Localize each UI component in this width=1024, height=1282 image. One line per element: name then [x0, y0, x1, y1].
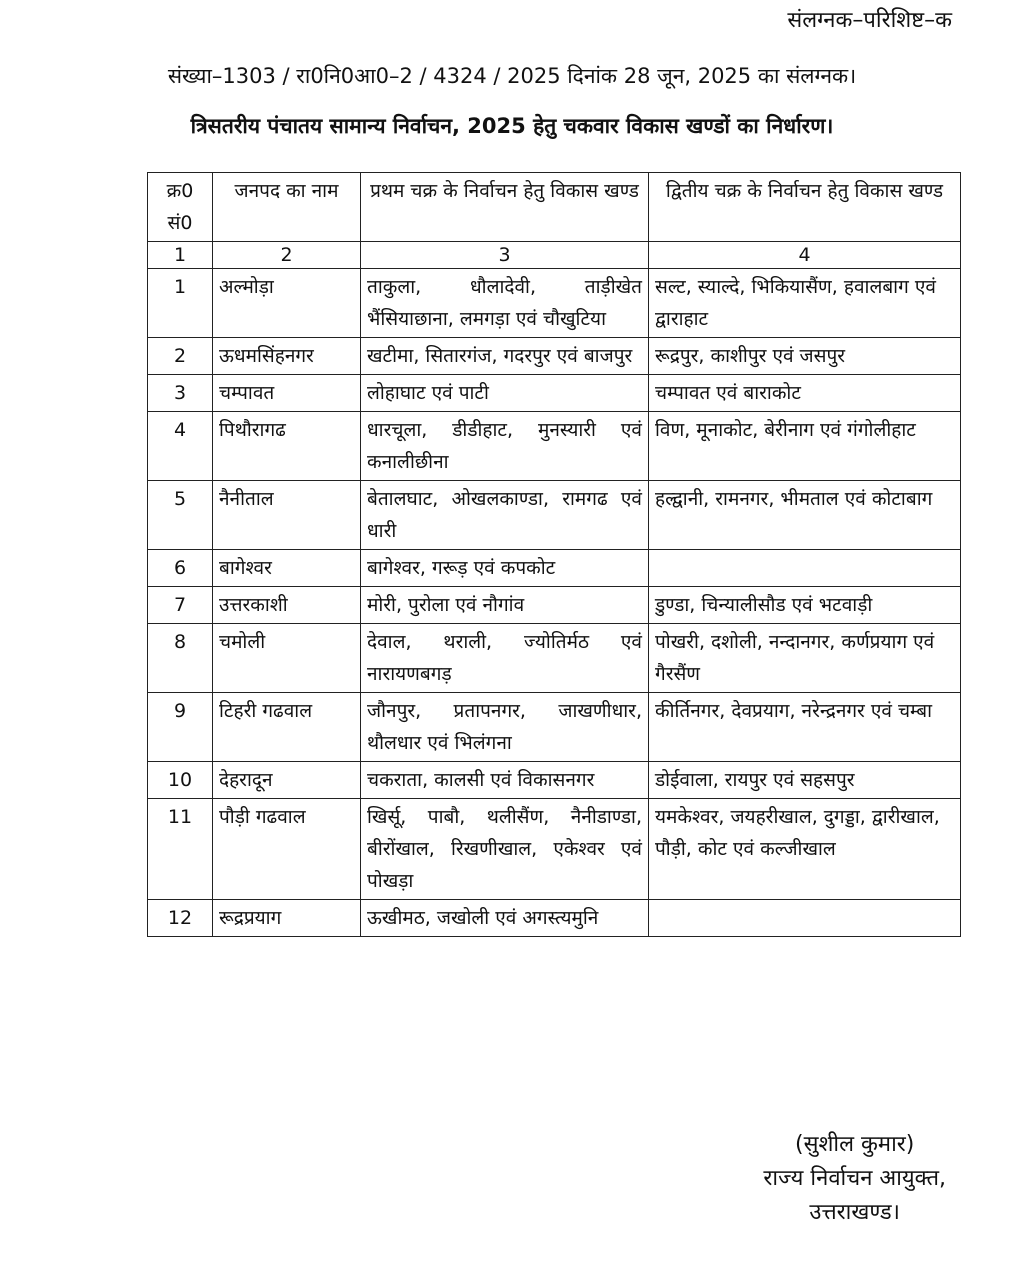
serial-cell: 8 — [148, 624, 213, 693]
table-row — [148, 481, 961, 550]
table-row — [148, 762, 961, 799]
serial-cell: 7 — [148, 587, 213, 624]
column-number: 3 — [361, 242, 649, 269]
district-cell: टिहरी गढवाल — [213, 693, 361, 762]
table-row — [148, 624, 961, 693]
district-cell: अल्मोड़ा — [213, 269, 361, 338]
phase2-cell: विण, मूनाकोट, बेरीनाग एवं गंगोलीहाट — [649, 412, 961, 481]
phase1-cell: बेतालघाट, ओखलकाण्डा, रामगढ एवं धारी — [361, 481, 649, 550]
phase2-cell: सल्ट, स्याल्दे, भिकियासैंण, हवालबाग एवं द्वाराहाट — [649, 269, 961, 338]
district-cell: चमोली — [213, 624, 361, 693]
document-title: त्रिसतरीय पंचातय सामान्य निर्वाचन, 2025 हेतु चकवार विकास खण्डों का निर्धारण। — [190, 114, 834, 138]
phase1-cell: ऊखीमठ, जखोली एवं अगस्त्यमुनि — [361, 900, 649, 937]
district-cell: नैनीताल — [213, 481, 361, 550]
phase1-cell: खटीमा, सितारगंज, गदरपुर एवं बाजपुर — [361, 338, 649, 375]
district-cell: चम्पावत — [213, 375, 361, 412]
development-block-table — [147, 172, 961, 937]
header-serial: क्र0 सं0 — [148, 173, 213, 242]
column-number: 4 — [649, 242, 961, 269]
phase2-cell: डोईवाला, रायपुर एवं सहसपुर — [649, 762, 961, 799]
serial-cell: 12 — [148, 900, 213, 937]
serial-cell: 6 — [148, 550, 213, 587]
phase1-cell: जौनपुर, प्रतापनगर, जाखणीधार, थौलधार एवं भिलंगना — [361, 693, 649, 762]
table-row — [148, 693, 961, 762]
header-district: जनपद का नाम — [213, 173, 361, 242]
table-row — [148, 412, 961, 481]
phase1-cell: चकराता, कालसी एवं विकासनगर — [361, 762, 649, 799]
serial-cell: 11 — [148, 799, 213, 900]
header-phase2: द्वितीय चक्र के निर्वाचन हेतु विकास खण्ड — [649, 173, 961, 242]
serial-cell: 4 — [148, 412, 213, 481]
table-row — [148, 550, 961, 587]
table-row — [148, 338, 961, 375]
table-row — [148, 269, 961, 338]
district-cell: बागेश्वर — [213, 550, 361, 587]
phase1-cell: देवाल, थराली, ज्योतिर्मठ एवं नारायणबगड़ — [361, 624, 649, 693]
phase1-cell: धारचूला, डीडीहाट, मुनस्यारी एवं कनालीछीना — [361, 412, 649, 481]
phase2-cell — [649, 550, 961, 587]
district-cell: पौड़ी गढवाल — [213, 799, 361, 900]
reference-line: संख्या–1303 / रा0नि0आ0–2 / 4324 / 2025 दिनांक 28 जून, 2025 का संलग्नक। — [167, 64, 857, 88]
phase2-cell: हल्द्वानी, रामनगर, भीमताल एवं कोटाबाग — [649, 481, 961, 550]
signature-block — [763, 1128, 946, 1230]
phase1-cell: बागेश्वर, गरूड़ एवं कपकोट — [361, 550, 649, 587]
table-header-row — [148, 173, 961, 242]
district-cell: पिथौरागढ — [213, 412, 361, 481]
phase1-cell: खिर्सू, पाबौ, थलीसैंण, नैनीडाण्डा, बीरोंखाल, रिखणीखाल, एकेश्वर एवं पोखड़ा — [361, 799, 649, 900]
signatory-designation: राज्य निर्वाचन आयुक्त, — [763, 1166, 946, 1191]
phase2-cell: डुण्डा, चिन्यालीसौड एवं भटवाड़ी — [649, 587, 961, 624]
district-cell: रूद्रप्रयाग — [213, 900, 361, 937]
column-number: 1 — [148, 242, 213, 269]
serial-cell: 5 — [148, 481, 213, 550]
column-number: 2 — [213, 242, 361, 269]
district-cell: ऊधमसिंहनगर — [213, 338, 361, 375]
table-row — [148, 587, 961, 624]
header-phase1: प्रथम चक्र के निर्वाचन हेतु विकास खण्ड — [361, 173, 649, 242]
table-row — [148, 799, 961, 900]
serial-cell: 3 — [148, 375, 213, 412]
phase2-cell: चम्पावत एवं बाराकोट — [649, 375, 961, 412]
district-cell: उत्तरकाशी — [213, 587, 361, 624]
phase2-cell: यमकेश्वर, जयहरीखाल, दुगड्डा, द्वारीखाल, पौड़ी, कोट एवं कल्जीखाल — [649, 799, 961, 900]
column-number-row — [148, 242, 961, 269]
phase1-cell: ताकुला, धौलादेवी, ताड़ीखेत भैंसियाछाना, लमगड़ा एवं चौखुटिया — [361, 269, 649, 338]
serial-cell: 9 — [148, 693, 213, 762]
table-row — [148, 375, 961, 412]
signatory-name: (सुशील कुमार) — [795, 1132, 915, 1157]
phase1-cell: मोरी, पुरोला एवं नौगांव — [361, 587, 649, 624]
district-cell: देहरादून — [213, 762, 361, 799]
signatory-state: उत्तराखण्ड। — [809, 1200, 900, 1225]
phase2-cell — [649, 900, 961, 937]
serial-cell: 1 — [148, 269, 213, 338]
serial-cell: 10 — [148, 762, 213, 799]
serial-cell: 2 — [148, 338, 213, 375]
phase2-cell: कीर्तिनगर, देवप्रयाग, नरेन्द्रनगर एवं चम्बा — [649, 693, 961, 762]
table-row — [148, 900, 961, 937]
annex-label: संलग्नक–परिशिष्ट–क — [787, 8, 952, 33]
phase2-cell: रूद्रपुर, काशीपुर एवं जसपुर — [649, 338, 961, 375]
phase1-cell: लोहाघाट एवं पाटी — [361, 375, 649, 412]
phase2-cell: पोखरी, दशोली, नन्दानगर, कर्णप्रयाग एवं गैरसैंण — [649, 624, 961, 693]
